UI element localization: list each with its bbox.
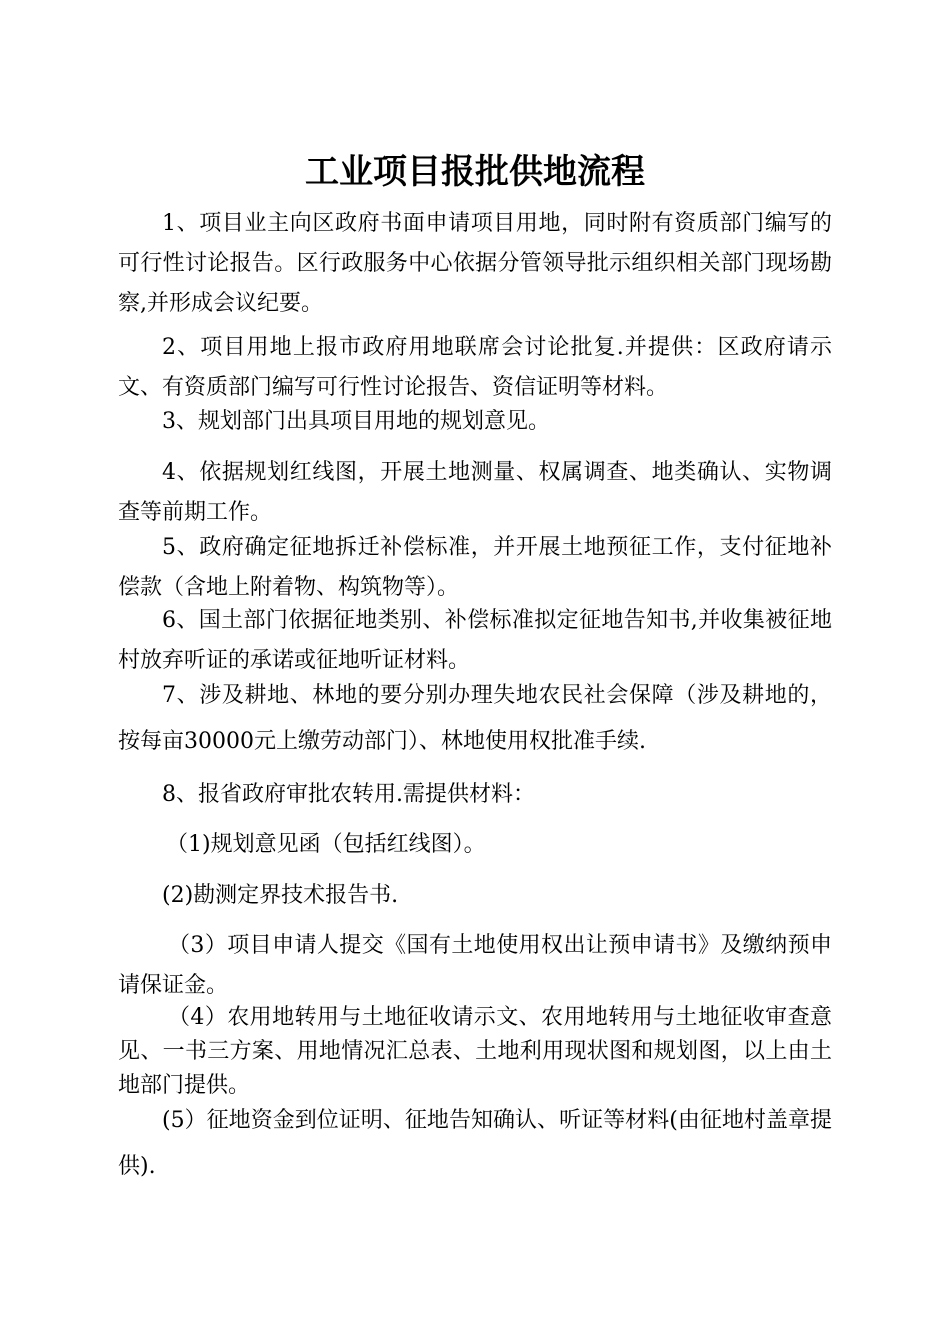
paragraph-8: 8、报省政府审批农转用.需提供材料： (162, 782, 535, 807)
sub-item-1: （1)规划意见函（包括红线图）。 (166, 832, 486, 857)
paragraph-3: 3、规划部门出具项目用地的规划意见。 (162, 409, 550, 434)
sub-item-5: (5）征地资金到位证明、征地告知确认、听证等材料(由征地村盖章提供). (118, 1108, 832, 1179)
sub-item-4: （4）农用地转用与土地征收请示文、农用地转用与土地征收审查意见、一书三方案、用地情况汇总表、土地利用现状图和规划图，以上由土地部门提供。 (118, 1005, 832, 1098)
sub-item-2: (2)勘测定界技术报告书. (162, 883, 399, 908)
paragraph-1: 1、项目业主向区政府书面申请项目用地，同时附有资质部门编写的可行性讨论报告。区行政服务中心依据分管领导批示组织相关部门现场勘察,并形成会议纪要。 (118, 211, 832, 316)
paragraph-2: 2、项目用地上报市政府用地联席会讨论批复.并提供：区政府请示文、有资质部门编写可行性讨论报告、资信证明等材料。 (118, 335, 832, 400)
paragraph-7: 7、涉及耕地、林地的要分别办理失地农民社会保障（涉及耕地的，按每亩30000元上缴劳动部门）、林地使用权批准手续. (118, 683, 832, 754)
paragraph-5: 5、政府确定征地拆迁补偿标准，并开展土地预征工作，支付征地补偿款（含地上附着物、构筑物等）。 (118, 535, 832, 600)
sub-item-3: （3）项目申请人提交《国有土地使用权出让预申请书》及缴纳预申请保证金。 (118, 933, 832, 998)
paragraph-4: 4、依据规划红线图，开展土地测量、权属调查、地类确认、实物调查等前期工作。 (118, 460, 832, 525)
paragraph-6: 6、国土部门依据征地类别、补偿标准拟定征地告知书,并收集被征地村放弃听证的承诺或征地听证材料。 (118, 608, 832, 673)
document-title: 工业项目报批供地流程 (305, 152, 645, 192)
